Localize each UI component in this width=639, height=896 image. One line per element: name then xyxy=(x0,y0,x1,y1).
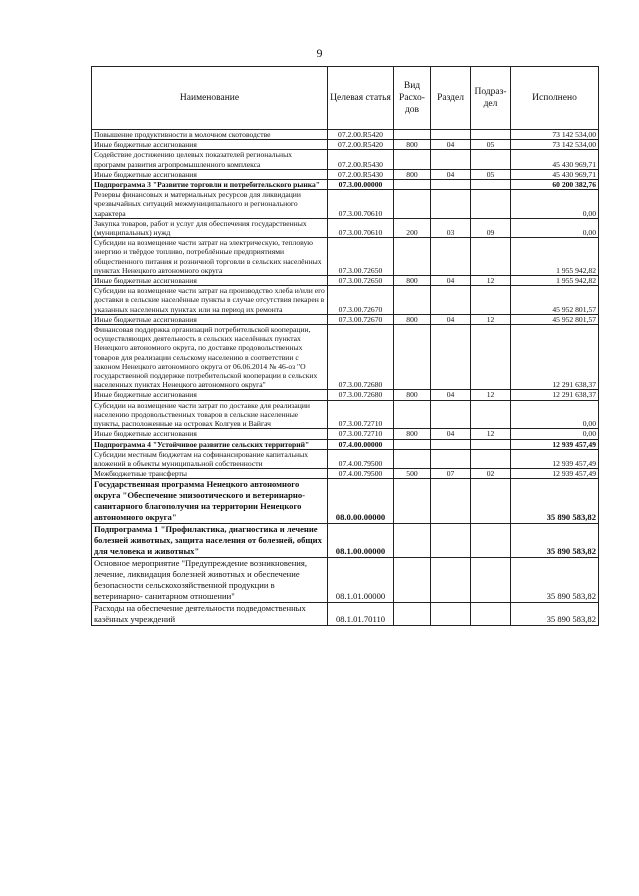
cell-section xyxy=(431,286,471,315)
cell-subsection xyxy=(471,325,511,390)
cell-target: 07.4.00.00000 xyxy=(328,439,394,449)
cell-section xyxy=(431,558,471,603)
cell-exp-type xyxy=(394,190,431,219)
cell-section xyxy=(431,479,471,524)
cell-exp-type xyxy=(394,479,431,524)
cell-exp-type: 500 xyxy=(394,469,431,479)
table-row xyxy=(92,439,599,449)
cell-section xyxy=(431,325,471,390)
cell-name: Закупка товаров, работ и услуг для обеспечения государственных (муниципальных) нужд xyxy=(92,218,328,237)
cell-name: Подпрограмма 4 "Устойчивое развитие сельских территорий" xyxy=(92,439,328,449)
cell-section xyxy=(431,449,471,468)
table-row xyxy=(92,276,599,286)
cell-name: Иные бюджетные ассигнования xyxy=(92,314,328,324)
cell-section xyxy=(431,130,471,140)
cell-section xyxy=(431,524,471,558)
cell-subsection xyxy=(471,238,511,276)
cell-exp-type xyxy=(394,449,431,468)
cell-exp-type: 800 xyxy=(394,140,431,150)
table-row xyxy=(92,190,599,219)
table-row xyxy=(92,479,599,524)
cell-executed: 12 939 457,49 xyxy=(511,469,599,479)
header-target: Целевая статья xyxy=(328,67,394,130)
cell-target: 07.3.00.72670 xyxy=(328,314,394,324)
cell-subsection: 12 xyxy=(471,314,511,324)
cell-exp-type xyxy=(394,603,431,626)
cell-name: Повышение продуктивности в молочном скотоводстве xyxy=(92,130,328,140)
cell-exp-type xyxy=(394,238,431,276)
cell-target: 07.3.00.70610 xyxy=(328,218,394,237)
table-row xyxy=(92,180,599,190)
cell-exp-type: 800 xyxy=(394,314,431,324)
cell-subsection xyxy=(471,558,511,603)
cell-name: Государственная программа Ненецкого автономного округа "Обеспечение эпизоотического и ветеринарно-санитарного благополучия на территории Ненецкого автономного округа" xyxy=(92,479,328,524)
cell-target: 08.1.01.70110 xyxy=(328,603,394,626)
table-header-row xyxy=(92,67,599,130)
cell-subsection: 12 xyxy=(471,276,511,286)
cell-subsection: 02 xyxy=(471,469,511,479)
cell-name: Иные бюджетные ассигнования xyxy=(92,140,328,150)
cell-executed: 12 939 457,49 xyxy=(511,449,599,468)
cell-target: 07.4.00.79500 xyxy=(328,449,394,468)
cell-name: Субсидии на возмещение части затрат на производство хлеба и/или его доставки в сельские населённые пункты в случае отсутствия пекарен в указанных населенных пунктах или на период их ремонта xyxy=(92,286,328,315)
cell-name: Иные бюджетные ассигнования xyxy=(92,169,328,179)
cell-target: 07.3.00.00000 xyxy=(328,180,394,190)
cell-section xyxy=(431,180,471,190)
cell-target: 07.3.00.72650 xyxy=(328,276,394,286)
cell-subsection: 05 xyxy=(471,169,511,179)
cell-exp-type: 200 xyxy=(394,218,431,237)
cell-target: 07.2.00.R5420 xyxy=(328,140,394,150)
cell-exp-type: 800 xyxy=(394,429,431,439)
table-row xyxy=(92,130,599,140)
cell-name: Резервы финансовых и материальных ресурсов для ликвидации чрезвычайных ситуаций межмуниципального и регионального характера xyxy=(92,190,328,219)
cell-name: Финансовая поддержка организаций потребительской кооперации, осуществляющих деятельность в сельских населённых пунктах Ненецкого автономного округа, по доставке продовольственных товаров для реализации сельскому населению в соответствии с законом Ненецкого автономного округа от 06.06.2014 № 46-оз "О государственной поддержке потребительской кооперации в сельских населенных пунктах Ненецкого автономного округа" xyxy=(92,325,328,390)
cell-executed: 0,00 xyxy=(511,218,599,237)
cell-subsection xyxy=(471,150,511,169)
cell-executed: 45 952 801,57 xyxy=(511,286,599,315)
table-row xyxy=(92,469,599,479)
cell-exp-type xyxy=(394,150,431,169)
cell-subsection: 05 xyxy=(471,140,511,150)
cell-executed: 35 890 583,82 xyxy=(511,558,599,603)
cell-target: 08.1.00.00000 xyxy=(328,524,394,558)
cell-section xyxy=(431,603,471,626)
cell-subsection xyxy=(471,439,511,449)
cell-target: 07.3.00.72650 xyxy=(328,238,394,276)
cell-exp-type xyxy=(394,400,431,429)
header-subsection: Подраз- дел xyxy=(471,67,511,130)
cell-exp-type: 800 xyxy=(394,390,431,400)
cell-exp-type xyxy=(394,439,431,449)
table-row xyxy=(92,218,599,237)
table-row xyxy=(92,286,599,315)
cell-subsection: 09 xyxy=(471,218,511,237)
page-number: 9 xyxy=(316,46,323,60)
cell-exp-type xyxy=(394,130,431,140)
cell-executed: 35 890 583,82 xyxy=(511,479,599,524)
cell-target: 07.3.00.72680 xyxy=(328,325,394,390)
cell-executed: 73 142 534,00 xyxy=(511,140,599,150)
cell-executed: 12 291 638,37 xyxy=(511,390,599,400)
cell-executed: 0,00 xyxy=(511,190,599,219)
cell-target: 07.2.00.R5430 xyxy=(328,150,394,169)
cell-name: Расходы на обеспечение деятельности подведомственных казённых учреждений xyxy=(92,603,328,626)
cell-executed: 60 200 382,76 xyxy=(511,180,599,190)
cell-executed: 12 939 457,49 xyxy=(511,439,599,449)
table-row xyxy=(92,390,599,400)
cell-subsection xyxy=(471,130,511,140)
cell-name: Субсидии на возмещение части затрат по доставке для реализации населению продовольственных товаров в сельские населенные пункты, расположенные на островах Колгуев и Вайгач xyxy=(92,400,328,429)
cell-subsection xyxy=(471,524,511,558)
cell-exp-type: 800 xyxy=(394,276,431,286)
cell-name: Содействие достижению целевых показателей региональных программ развития агропромышленного комплекса xyxy=(92,150,328,169)
cell-section xyxy=(431,439,471,449)
table-row xyxy=(92,314,599,324)
cell-subsection xyxy=(471,603,511,626)
cell-section: 04 xyxy=(431,314,471,324)
cell-section: 04 xyxy=(431,140,471,150)
cell-section: 04 xyxy=(431,429,471,439)
cell-name: Подпрограмма 1 "Профилактика, диагностика и лечение болезней животных, защита населения от болезней, общих для человека и животных" xyxy=(92,524,328,558)
cell-name: Основное мероприятие "Предупреждение возникновения, лечение, ликвидация болезней животных и обеспечение безопасности сельскохозяйственной продукции в ветеринарно- санитарном отношении" xyxy=(92,558,328,603)
cell-exp-type xyxy=(394,180,431,190)
table-body xyxy=(92,130,599,626)
table-row xyxy=(92,400,599,429)
cell-name: Иные бюджетные ассигнования xyxy=(92,429,328,439)
cell-subsection xyxy=(471,286,511,315)
cell-exp-type xyxy=(394,558,431,603)
header-executed: Исполнено xyxy=(511,67,599,130)
cell-target: 07.2.00.R5420 xyxy=(328,130,394,140)
table-row xyxy=(92,169,599,179)
table-row xyxy=(92,325,599,390)
cell-subsection xyxy=(471,190,511,219)
cell-target: 07.2.00.R5430 xyxy=(328,169,394,179)
cell-target: 08.1.01.00000 xyxy=(328,558,394,603)
cell-name: Подпрограмма 3 "Развитие торговли и потребительского рынка" xyxy=(92,180,328,190)
cell-section: 04 xyxy=(431,276,471,286)
cell-executed: 1 955 942,82 xyxy=(511,238,599,276)
cell-executed: 1 955 942,82 xyxy=(511,276,599,286)
cell-executed: 35 890 583,82 xyxy=(511,603,599,626)
cell-section xyxy=(431,190,471,219)
cell-section: 04 xyxy=(431,390,471,400)
cell-subsection xyxy=(471,400,511,429)
cell-name: Межбюджетные трансферты xyxy=(92,469,328,479)
cell-executed: 0,00 xyxy=(511,429,599,439)
cell-target: 07.3.00.72710 xyxy=(328,400,394,429)
cell-subsection: 12 xyxy=(471,390,511,400)
cell-exp-type xyxy=(394,524,431,558)
cell-exp-type xyxy=(394,286,431,315)
cell-name: Иные бюджетные ассигнования xyxy=(92,276,328,286)
table-row xyxy=(92,140,599,150)
cell-name: Субсидии на возмещение части затрат на электрическую, тепловую энергию и твёрдое топливо, потреблённые предприятиями общественного питания и розничной торговли в сельских населённых пунктах Ненецкого автономного округа xyxy=(92,238,328,276)
cell-executed: 45 952 801,57 xyxy=(511,314,599,324)
cell-target: 08.0.00.00000 xyxy=(328,479,394,524)
table-row xyxy=(92,429,599,439)
table-row xyxy=(92,449,599,468)
budget-execution-table xyxy=(91,66,599,626)
cell-exp-type: 800 xyxy=(394,169,431,179)
cell-subsection: 12 xyxy=(471,429,511,439)
cell-target: 07.3.00.72680 xyxy=(328,390,394,400)
cell-target: 07.4.00.79500 xyxy=(328,469,394,479)
cell-executed: 12 291 638,37 xyxy=(511,325,599,390)
cell-target: 07.3.00.70610 xyxy=(328,190,394,219)
table-row xyxy=(92,524,599,558)
header-exp-type: Вид Расхо- дов xyxy=(394,67,431,130)
cell-exp-type xyxy=(394,325,431,390)
cell-section xyxy=(431,150,471,169)
cell-target: 07.3.00.72710 xyxy=(328,429,394,439)
cell-target: 07.3.00.72670 xyxy=(328,286,394,315)
cell-section xyxy=(431,238,471,276)
table-row xyxy=(92,603,599,626)
cell-executed: 45 430 969,71 xyxy=(511,169,599,179)
cell-executed: 45 430 969,71 xyxy=(511,150,599,169)
cell-subsection xyxy=(471,479,511,524)
table-row xyxy=(92,150,599,169)
cell-section: 03 xyxy=(431,218,471,237)
cell-section: 04 xyxy=(431,169,471,179)
cell-executed: 35 890 583,82 xyxy=(511,524,599,558)
cell-executed: 73 142 534,00 xyxy=(511,130,599,140)
header-name: Наименование xyxy=(92,67,328,130)
cell-executed: 0,00 xyxy=(511,400,599,429)
table-row xyxy=(92,558,599,603)
cell-subsection xyxy=(471,180,511,190)
cell-section: 07 xyxy=(431,469,471,479)
cell-subsection xyxy=(471,449,511,468)
cell-name: Иные бюджетные ассигнования xyxy=(92,390,328,400)
cell-section xyxy=(431,400,471,429)
header-section: Раздел xyxy=(431,67,471,130)
table-row xyxy=(92,238,599,276)
cell-name: Субсидии местным бюджетам на софинансирование капитальных вложений в объекты муниципальной собственности xyxy=(92,449,328,468)
